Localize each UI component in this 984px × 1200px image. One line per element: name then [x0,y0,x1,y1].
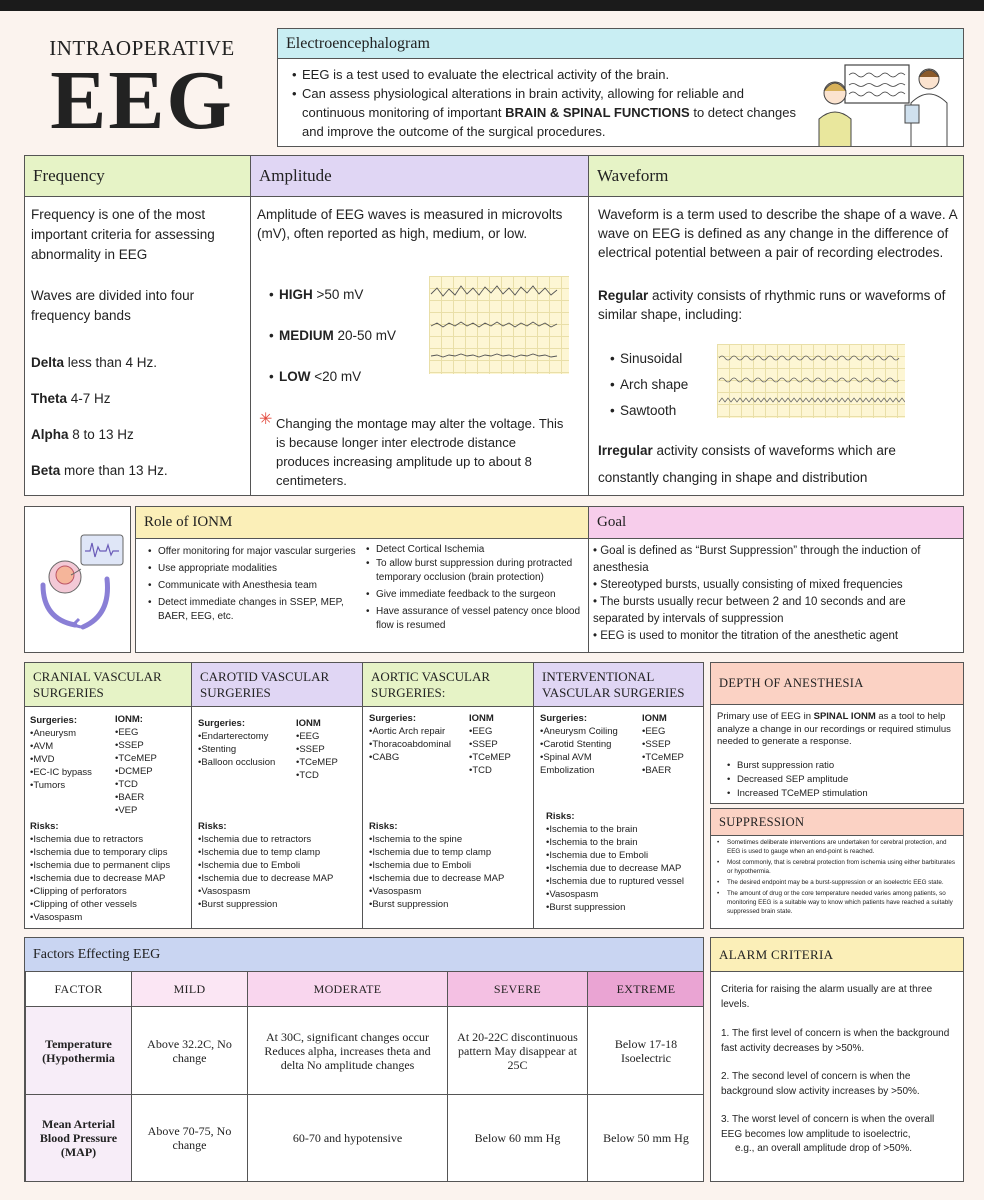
brain-monitor-icon [25,507,130,652]
ionm-modality: • VEP [115,804,187,817]
risk-item: • Vasospasm [546,888,702,901]
intro-panel [277,28,964,147]
level-high: • HIGH >50 mV [267,287,396,328]
risk-item: • Clipping of perforators [30,885,190,898]
intro-heading: Electroencephalogram [278,29,963,59]
top-bar [0,0,984,11]
ionm-modality: • BAER [642,764,702,777]
carotid-surgeries: Surgeries: • Endarterectomy • Stenting • Balloon occlusion [198,717,298,769]
risk-item: • Ischemia due to Emboli [546,849,702,862]
risk-item: • Ischemia to the brain [546,836,702,849]
goal-heading: Goal [589,507,963,539]
band-alpha: Alpha 8 to 13 Hz [31,427,134,442]
aortic-surgeries: Surgeries: • Aortic Arch repair • Thoracoabdominal • CABG [369,712,469,764]
surgery-item: • Carotid Stenting [540,738,640,751]
surgeries-panel [24,662,704,929]
suppression-list [715,838,961,916]
ionm-modality: • EEG [115,726,187,739]
ionm-modality: • TCeMEP [296,756,360,769]
goal-item: • Stereotyped bursts, usually consisting of mixed frequencies [593,579,903,591]
depth-panel [710,662,964,804]
ionm-panel [135,506,589,653]
surgery-item: • Spinal AVM Embolization [540,751,640,777]
ionm-modality: • BAER [115,791,187,804]
col-header-mild: MILD [132,972,248,1007]
ionm-modality: • EEG [642,725,702,738]
suppression-heading: SUPPRESSION [711,809,963,836]
ionm-modality: • SSEP [296,743,360,756]
goal-panel [588,506,964,653]
amplitude-eeg-trace [429,276,569,374]
risk-item: • Ischemia due to ruptured vessel [546,875,702,888]
depth-heading: DEPTH OF ANESTHESIA [711,663,963,705]
surgery-item: • Aneurysm Coiling [540,725,640,738]
suppression-item: • Most commonly, that is cerebral protection from ischemia using either barbiturates or hypothermia. [715,858,961,876]
ionm-modality: • TCD [469,764,531,777]
frequency-heading: Frequency [25,156,250,197]
alarm-panel [710,937,964,1182]
ionm-modality: • TCD [115,778,187,791]
aortic-ionm: IONM • EEG • SSEP • TCeMEP • TCD [469,712,531,777]
goal-item: • The bursts usually recur between 2 and 10 seconds and are separated by intervals of suppression [593,596,906,625]
risk-item: • Burst suppression [198,898,360,911]
table-cell: Below 60 mm Hg [448,1095,588,1182]
risk-item: • Ischemia to the brain [546,823,702,836]
goal-item: • EEG is used to monitor the titration of the anesthetic agent [593,630,899,642]
col-header-factor: FACTOR [26,972,132,1007]
ionm-modality: • TCD [296,769,360,782]
surgery-item: • Tumors [30,779,115,792]
suppression-item: • The amount of drug or the core temperature needed varies among patients, so monitoring EEG is a suitable way to know which patients have reached a suitably suppressed brain state. [715,889,961,916]
col-header-moderate: MODERATE [248,972,448,1007]
interventional-ionm: IONM • EEG • SSEP • TCeMEP • BAER [642,712,702,777]
ionm-item: • Communicate with Anesthesia team [146,579,361,593]
risk-item: • Ischemia due to retractors [30,833,190,846]
level-medium: • MEDIUM 20-50 mV [267,328,396,369]
table-cell: At 20-22C discontinuous pattern May disappear at 25C [448,1007,588,1095]
ionm-col1 [146,545,361,624]
carotid-ionm: IONM • EEG • SSEP • TCeMEP • TCD [296,717,360,782]
table-cell: Above 32.2C, No change [132,1007,248,1095]
cranial-risks: Risks: • Ischemia due to retractors • Ischemia due to temporary clips • Ischemia due to permanent clips • Ischemia due to decrease MAP • Clipping of perforators • Clipping of other vessels • Vasospasm [30,820,190,924]
risk-item: • Burst suppression [369,898,531,911]
risk-item: • Ischemia due to retractors [198,833,360,846]
ionm-modality: • DCMEP [115,765,187,778]
depth-list [725,759,868,801]
risk-item: • Vasospasm [198,885,360,898]
ionm-item: • Give immediate feedback to the surgeon [364,588,584,602]
shape-item: • Sinusoidal [608,346,688,372]
waveform-shapes [608,346,688,424]
risk-item: • Burst suppression [546,901,702,914]
depth-item: • Increased TCeMEP stimulation [725,787,868,801]
interventional-surgeries: Surgeries: • Aneurysm Coiling • Carotid Stenting • Spinal AVM Embolization [540,712,640,777]
factors-table [25,971,704,1182]
depth-item: • Burst suppression ratio [725,759,868,773]
table-row [26,1007,705,1095]
interventional-heading: INTERVENTIONAL VASCULAR SURGERIES [534,663,704,707]
ionm-item: • Use appropriate modalities [146,562,361,576]
doctor-patient-illustration [813,63,959,147]
intro-list [290,65,810,141]
amplitude-note: Changing the montage may alter the voltage. This is because longer inter electrode distance produces increasing amplitude up to about 8 centimeters. [276,416,564,488]
amplitude-heading: Amplitude [251,156,588,197]
amplitude-panel [250,155,589,496]
surgery-item: • Endarterectomy [198,730,298,743]
ionm-modality: • SSEP [115,739,187,752]
suppression-panel [710,808,964,929]
depth-intro: Primary use of EEG in SPINAL IONM as a tool to help analyze a change in our recordings or required stimulus needed to generate a response. [717,711,951,747]
surgery-item: • Balloon occlusion [198,756,298,769]
ionm-modality: • TCeMEP [642,751,702,764]
shape-item: • Sawtooth [608,398,688,424]
ionm-modality: • EEG [296,730,360,743]
ionm-modality: • TCeMEP [115,752,187,765]
alarm-heading: ALARM CRITERIA [711,938,963,972]
ionm-modality: • EEG [469,725,531,738]
factor-cell: Temperature (Hypothermia [26,1007,132,1095]
intro-item: • EEG is a test used to evaluate the electrical activity of the brain. [290,65,810,84]
cranial-column [25,663,192,929]
risk-item: • Ischemia due to decrease MAP [198,872,360,885]
ionm-item: • Have assurance of vessel patency once blood flow is resumed [364,605,584,633]
risk-item: • Clipping of other vessels [30,898,190,911]
title-line2: EEG [50,54,234,147]
surgery-item: • Stenting [198,743,298,756]
page-title [26,36,258,147]
level-low: • LOW <20 mV [267,369,396,410]
table-row [26,1095,705,1182]
frequency-body [25,197,250,489]
risk-item: • Ischemia due to temporary clips [30,846,190,859]
band-delta: Delta less than 4 Hz. [31,355,158,370]
ionm-heading: Role of IONM [136,507,588,539]
carotid-column [192,663,363,929]
depth-item: • Decreased SEP amplitude [725,773,868,787]
ionm-modality: • SSEP [469,738,531,751]
title-line1: INTRAOPERATIVE [49,36,235,60]
risk-item: • Vasospasm [369,885,531,898]
waveform-regular: Regular activity consists of rhythmic runs or waveforms of similar shape, including: [598,288,946,322]
alarm-item: 1. The first level of concern is when the background fast activity decreases by >50%. [721,1028,950,1054]
cranial-ionm: IONM: • EEG • SSEP • TCeMEP • DCMEP • TCD • BAER • VEP [115,713,187,817]
amplitude-intro: Amplitude of EEG waves is measured in microvolts (mV), often reported as high, medium, or low. [257,207,563,241]
ionm-item: • Detect immediate changes in SSEP, MEP, BAER, EEG, etc. [146,596,361,624]
asterisk-icon: ✳ [259,411,273,428]
surgery-item: • MVD [30,753,115,766]
surgery-item: • EC-IC bypass [30,766,115,779]
risk-item: • Ischemia due to Emboli [369,859,531,872]
risk-item: • Ischemia due to decrease MAP [30,872,190,885]
waveform-panel [588,155,964,496]
ionm-item: • Offer monitoring for major vascular surgeries [146,545,361,559]
alarm-intro: Criteria for raising the alarm usually are at three levels. [721,984,933,1010]
ionm-modality: • SSEP [642,738,702,751]
risk-item: • Ischemia due to temp clamp [369,846,531,859]
aortic-column [363,663,534,929]
col-header-severe: SEVERE [448,972,588,1007]
risk-item: • Ischemia due to decrease MAP [546,862,702,875]
goal-item: • Goal is defined as “Burst Suppression” through the induction of anesthesia [593,545,921,574]
frequency-p1: Frequency is one of the most important criteria for assessing abnormality in EEG [31,207,215,262]
ionm-modality: • TCeMEP [469,751,531,764]
band-beta: Beta more than 13 Hz. [31,463,168,478]
factor-cell: Mean Arterial Blood Pressure (MAP) [26,1095,132,1182]
ionm-col2 [364,543,584,633]
aortic-risks: Risks: • Ischemia to the spine • Ischemia due to temp clamp • Ischemia due to Emboli • Ischemia due to decrease MAP • Vasospasm • Burst suppression [369,820,531,911]
frequency-p2: Waves are divided into four frequency bands [31,288,195,323]
suppression-item: • Sometimes deliberate interventions are undertaken for cerebral protection, and EEG is used to gauge when an end-point is reached. [715,838,961,856]
intro-item: • Can assess physiological alterations in brain activity, allowing for reliable and continuous monitoring of important BRAIN & SPINAL FUNCTIONS to detect changes and improve the outcome of the surgical procedures. [290,84,810,141]
ionm-item: • Detect Cortical Ischemia [364,543,584,557]
factors-panel [24,937,704,1182]
cranial-surgeries: Surgeries: • Aneurysm • AVM • MVD • EC-IC bypass • Tumors [30,714,115,792]
aortic-heading: AORTIC VASCULAR SURGERIES: [363,663,533,707]
carotid-risks: Risks: • Ischemia due to retractors • Ischemia due to temp clamp • Ischemia due to Emboli • Ischemia due to decrease MAP • Vasospasm • Burst suppression [198,820,360,911]
carotid-heading: CAROTID VASCULAR SURGERIES [192,663,362,707]
frequency-panel [24,155,251,496]
table-cell: 60-70 and hypotensive [248,1095,448,1182]
col-header-extreme: EXTREME [588,972,705,1007]
alarm-item: 2. The second level of concern is when the background slow activity increases by >50%. [721,1071,920,1097]
risk-item: • Ischemia due to temp clamp [198,846,360,859]
shape-item: • Arch shape [608,372,688,398]
goal-list [593,543,959,645]
amplitude-levels [267,287,396,410]
waveform-irregular: Irregular activity consists of waveforms which are constantly changing in shape and distribution [598,443,896,485]
risk-item: • Ischemia to the spine [369,833,531,846]
surgery-item: • CABG [369,751,469,764]
band-theta: Theta 4-7 Hz [31,391,111,406]
ionm-illustration-panel [24,506,131,653]
ionm-item: • To allow burst suppression during protracted temporary occlusion (brain protection) [364,557,584,585]
table-cell: Below 50 mm Hg [588,1095,705,1182]
risk-item: • Ischemia due to decrease MAP [369,872,531,885]
alarm-example: e.g., an overall amplitude drop of >50%. [735,1143,913,1154]
cranial-heading: CRANIAL VASCULAR SURGERIES [25,663,191,707]
waveform-intro: Waveform is a term used to describe the shape of a wave. A wave on EEG is defined as any change in the difference of electrical potential between a pair of recording electrodes. [598,207,957,260]
suppression-item: • The desired endpoint may be a burst-suppression or an isoelectric EEG state. [715,878,961,887]
risk-item: • Ischemia due to Emboli [198,859,360,872]
alarm-item: 3. The worst level of concern is when the overall EEG becomes low amplitude to isoelectric, [721,1114,935,1140]
factors-heading: Factors Effecting EEG [25,938,703,972]
waveform-eeg-trace [717,344,905,418]
interventional-risks: Risks: • Ischemia to the brain • Ischemia to the brain • Ischemia due to Emboli • Ischemia due to decrease MAP • Ischemia due to ruptured vessel • Vasospasm • Burst suppression [546,810,702,914]
risk-item: • Vasospasm [30,911,190,924]
surgery-item: • Aneurysm [30,727,115,740]
surgery-item: • Thoracoabdominal [369,738,469,751]
surgery-item: • AVM [30,740,115,753]
table-cell: At 30C, significant changes occur Reduces alpha, increases theta and delta No amplitude changes [248,1007,448,1095]
waveform-heading: Waveform [589,156,963,197]
table-cell: Above 70-75, No change [132,1095,248,1182]
table-cell: Below 17-18 Isoelectric [588,1007,705,1095]
interventional-column [534,663,704,929]
surgery-item: • Aortic Arch repair [369,725,469,738]
alarm-body [721,983,957,1157]
risk-item: • Ischemia due to permanent clips [30,859,190,872]
